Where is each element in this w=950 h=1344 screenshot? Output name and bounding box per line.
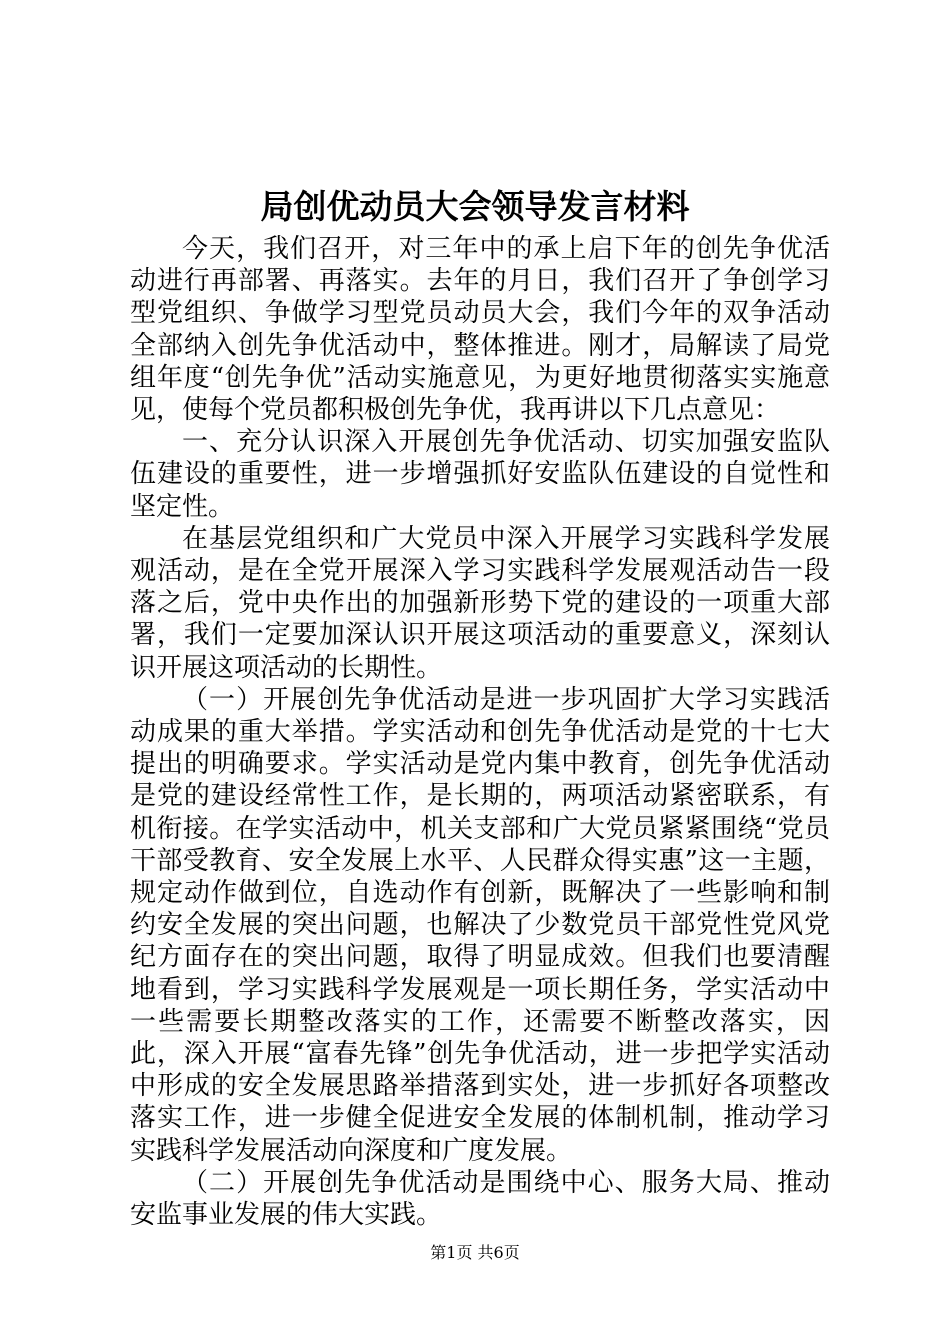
paragraph-point-one: （一）开展创先争优活动是进一步巩固扩大学习实践活动成果的重大举措。学实活动和创先争优活动是党的十七大提出的明确要求。学实活动是党内集中教育，创先争优活动是党的建设经常性工作，是长期的，两项活动紧密联系，有机衔接。在学实活动中，机关支部和广大党员紧紧围绕“党员干部受教育、安全发展上水平、人民群众得实惠”这一主题，规定动作做到位，自选动作有创新，既解决了一些影响和制约安全发展的突出问题，也解决了少数党员干部党性党风党纪方面存在的突出问题，取得了明显成效。但我们也要清醒地看到，学习实践科学发展观是一项长期任务，学实活动中一些需要长期整改落实的工作，还需要不断整改落实，因此，深入开展“富春先锋”创先争优活动，进一步把学实活动中形成的安全发展思路举措落到实处，进一步抓好各项整改落实工作，进一步健全促进安全发展的体制机制，推动学习实践科学发展活动向深度和广度发展。 <box>130 684 830 1166</box>
page-number-footer: 第1页 共6页 <box>430 1243 520 1262</box>
paragraph-point-two: （二）开展创先争优活动是围绕中心、服务大局、推动安监事业发展的伟大实践。 <box>130 1167 830 1231</box>
paragraph-intro: 今天，我们召开，对三年中的承上启下年的创先争优活动进行再部署、再落实。去年的月日，我们召开了争创学习型党组织、争做学习型党员动员大会，我们今年的双争活动全部纳入创先争优活动中，整体推进。刚才，局解读了局党组年度“创先争优”活动实施意见，为更好地贯彻落实实施意见，使每个党员都积极创先争优，我再讲以下几点意见： <box>130 234 830 426</box>
document-title: 局创优动员大会领导发言材料 <box>260 187 690 226</box>
document-body <box>130 233 830 1231</box>
paragraph-background: 在基层党组织和广大党员中深入开展学习实践科学发展观活动，是在全党开展深入学习实践科学发展观活动告一段落之后，党中央作出的加强新形势下党的建设的一项重大部署，我们一定要加深认识开展这项活动的重要意义，深刻认识开展这项活动的长期性。 <box>130 523 830 683</box>
paragraph-heading-one: 一、充分认识深入开展创先争优活动、切实加强安监队伍建设的重要性，进一步增强抓好安监队伍建设的自觉性和坚定性。 <box>130 427 830 522</box>
